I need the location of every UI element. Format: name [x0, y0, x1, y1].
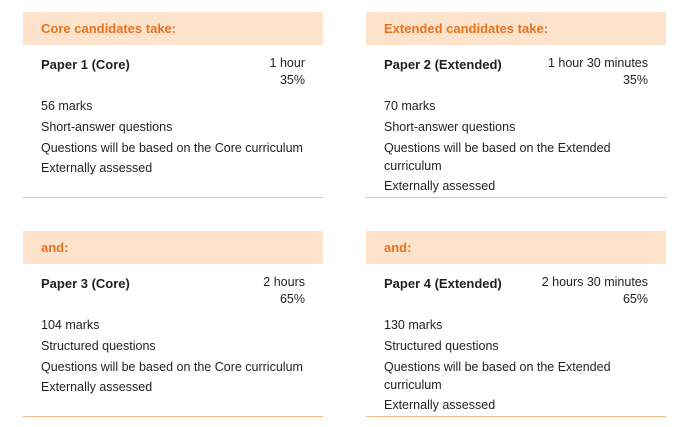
panel-header-text: and: [41, 240, 69, 255]
panel-paper-4 [366, 231, 666, 417]
paper-title: Paper 3 (Core) [41, 276, 130, 291]
paper-marks: 70 marks [384, 99, 436, 113]
paper-meta [263, 274, 305, 308]
panel-header-text: Core candidates take: [41, 21, 177, 36]
panel-content [23, 264, 323, 396]
paper-question-type: Structured questions [384, 339, 499, 353]
paper-question-type: Short-answer questions [384, 120, 516, 134]
paper-assessment: Externally assessed [384, 398, 496, 412]
paper-weight: 35% [622, 73, 648, 87]
paper-question-type: Structured questions [41, 339, 156, 353]
paper-duration: 2 hours [263, 275, 305, 289]
paper-title: Paper 2 (Extended) [384, 57, 502, 72]
paper-meta [542, 274, 648, 308]
paper-title: Paper 1 (Core) [41, 57, 130, 72]
paper-weight: 65% [279, 292, 305, 306]
panel-header [366, 231, 666, 264]
paper-curriculum: Questions will be based on the Extended curriculum [384, 141, 611, 173]
panel-paper-2 [366, 12, 666, 198]
panel-header [366, 12, 666, 45]
paper-question-type: Short-answer questions [41, 120, 173, 134]
panel-content [366, 264, 666, 414]
panel-header-text: Extended candidates take: [384, 21, 548, 36]
paper-assessment: Externally assessed [41, 380, 153, 394]
panel-divider [23, 197, 323, 198]
paper-assessment: Externally assessed [384, 179, 496, 193]
paper-curriculum: Questions will be based on the Core curriculum [41, 141, 303, 155]
paper-header-row [41, 274, 305, 308]
panel-header [23, 12, 323, 45]
paper-header-row [384, 274, 648, 308]
paper-assessment: Externally assessed [41, 161, 153, 175]
paper-duration: 2 hours 30 minutes [541, 275, 648, 289]
panel-paper-1 [23, 12, 323, 180]
paper-weight: 35% [279, 73, 305, 87]
paper-title: Paper 4 (Extended) [384, 276, 502, 291]
paper-header-row [41, 55, 305, 89]
panel-divider [366, 197, 666, 198]
panel-paper-3 [23, 231, 323, 399]
paper-curriculum: Questions will be based on the Core curriculum [41, 360, 303, 374]
paper-duration: 1 hour [269, 56, 305, 70]
paper-marks: 56 marks [41, 99, 93, 113]
panel-content [23, 45, 323, 177]
panel-divider [366, 416, 666, 417]
paper-marks: 104 marks [41, 318, 100, 332]
paper-meta [270, 55, 305, 89]
paper-meta [548, 55, 648, 89]
panel-content [366, 45, 666, 195]
paper-duration: 1 hour 30 minutes [547, 56, 648, 70]
panel-divider [23, 416, 323, 417]
panel-header [23, 231, 323, 264]
panel-header-text: and: [384, 240, 412, 255]
paper-header-row [384, 55, 648, 89]
paper-weight: 65% [622, 292, 648, 306]
paper-marks: 130 marks [384, 318, 443, 332]
paper-curriculum: Questions will be based on the Extended curriculum [384, 360, 611, 392]
